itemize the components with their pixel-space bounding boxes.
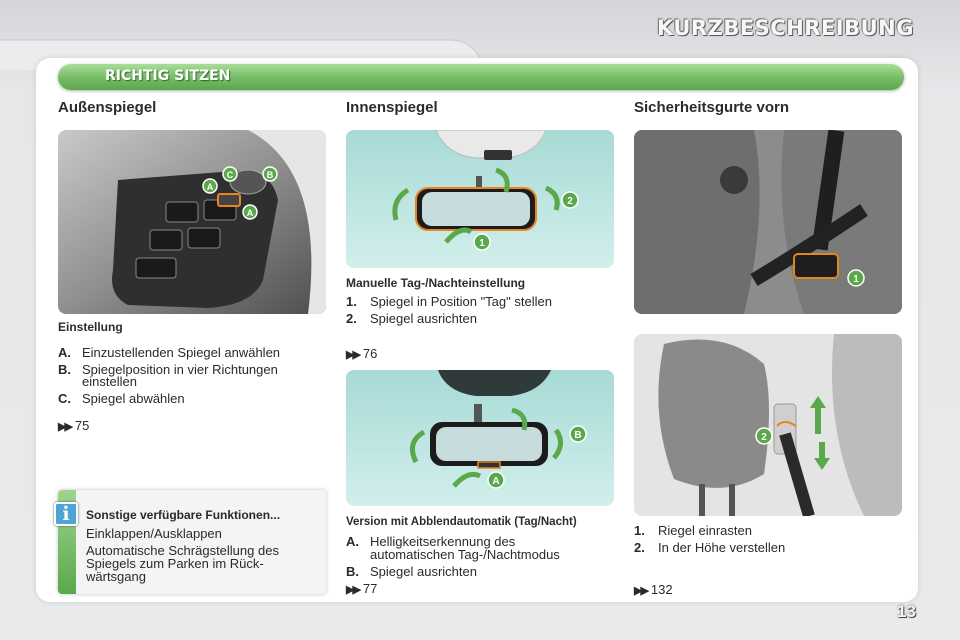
subtitle-auto-dimming: Version mit Abblendautomatik (Tag/Nacht) xyxy=(346,516,577,528)
item-text: automatischen Tag-/Nachtmodus xyxy=(370,547,560,562)
callout-label: 1 xyxy=(479,238,485,249)
page-reference-number: 75 xyxy=(74,418,90,433)
page-reference[interactable] xyxy=(58,418,89,433)
item-key: 2. xyxy=(346,311,357,326)
column-title-outside-mirrors: Außenspiegel xyxy=(58,99,157,116)
item-text: Spiegel abwählen xyxy=(82,391,185,406)
list-item xyxy=(346,535,614,561)
fast-forward-icon: ▶▶ xyxy=(58,421,71,433)
interior-mirror-auto-photo xyxy=(346,370,614,506)
page-header-title: KURZBESCHREIBUNG xyxy=(656,16,914,40)
column-title-interior-mirror: Innenspiegel xyxy=(346,99,438,116)
item-key: A. xyxy=(58,345,71,360)
info-box-line: wärtsgang xyxy=(86,569,146,584)
info-box xyxy=(58,490,326,594)
list-item xyxy=(58,392,326,406)
callout-label: 1 xyxy=(853,274,859,285)
item-key: 1. xyxy=(634,523,645,538)
list-item xyxy=(634,524,902,538)
fast-forward-icon: ▶▶ xyxy=(346,584,359,596)
item-key: 2. xyxy=(634,540,645,555)
item-text: Spiegel ausrichten xyxy=(370,311,477,326)
callout-label: 2 xyxy=(567,196,573,207)
page-reference[interactable] xyxy=(346,346,377,361)
section-title: RICHTIG SITZEN xyxy=(105,68,231,84)
item-key: B. xyxy=(58,362,71,377)
page-reference-number: 77 xyxy=(362,581,378,596)
page-number: 13 xyxy=(897,602,916,621)
subtitle-adjustment: Einstellung xyxy=(58,320,123,334)
seatbelt-height-photo xyxy=(634,334,902,516)
item-text: einstellen xyxy=(82,374,137,389)
page-reference-number: 76 xyxy=(362,346,378,361)
item-text: Spiegel ausrichten xyxy=(370,564,477,579)
callout-label: B xyxy=(574,430,582,441)
door-switch-panel-photo xyxy=(58,130,326,314)
item-key: C. xyxy=(58,391,71,406)
item-key: 1. xyxy=(346,294,357,309)
callout-label: C xyxy=(226,170,234,180)
item-text: Spiegel in Position "Tag" stellen xyxy=(370,294,552,309)
info-box-line: Automatische Schrägstellung des xyxy=(86,543,279,558)
list-item xyxy=(346,565,614,579)
page-reference[interactable] xyxy=(634,582,673,597)
callout-label: A xyxy=(246,208,254,218)
fast-forward-icon: ▶▶ xyxy=(346,349,359,361)
callout-label: B xyxy=(266,170,274,180)
item-text: Einzustellenden Spiegel anwählen xyxy=(82,345,281,360)
item-key: B. xyxy=(346,564,359,579)
list-item xyxy=(58,363,326,389)
callout-label: A xyxy=(206,182,214,192)
list-item xyxy=(346,295,614,309)
callout-label: A xyxy=(492,476,500,487)
fast-forward-icon: ▶▶ xyxy=(634,585,647,597)
seatbelt-buckle-photo xyxy=(634,130,902,314)
item-text: Riegel einrasten xyxy=(658,523,752,538)
callout-label: 2 xyxy=(761,432,767,443)
info-icon: i xyxy=(54,502,78,526)
item-key: A. xyxy=(346,534,359,549)
item-text: In der Höhe verstellen xyxy=(658,540,786,555)
page-reference-number: 132 xyxy=(650,582,673,597)
page-reference[interactable] xyxy=(346,581,377,596)
list-item xyxy=(634,541,902,555)
list-item xyxy=(58,346,326,360)
subtitle-manual-day-night: Manuelle Tag-/Nachteinstellung xyxy=(346,276,526,290)
item-text: Spiegelposition in vier Richtungen xyxy=(82,362,278,377)
item-text: Helligkeitserkennung des xyxy=(370,534,516,549)
info-box-title: Sonstige verfügbare Funktionen... xyxy=(86,508,281,522)
list-item xyxy=(346,312,614,326)
info-box-line: Einklappen/Ausklappen xyxy=(86,526,222,541)
info-box-line: Spiegels zum Parken im Rück- xyxy=(86,556,264,571)
column-title-front-seatbelts: Sicherheitsgurte vorn xyxy=(634,99,790,116)
interior-mirror-manual-photo xyxy=(346,130,614,268)
